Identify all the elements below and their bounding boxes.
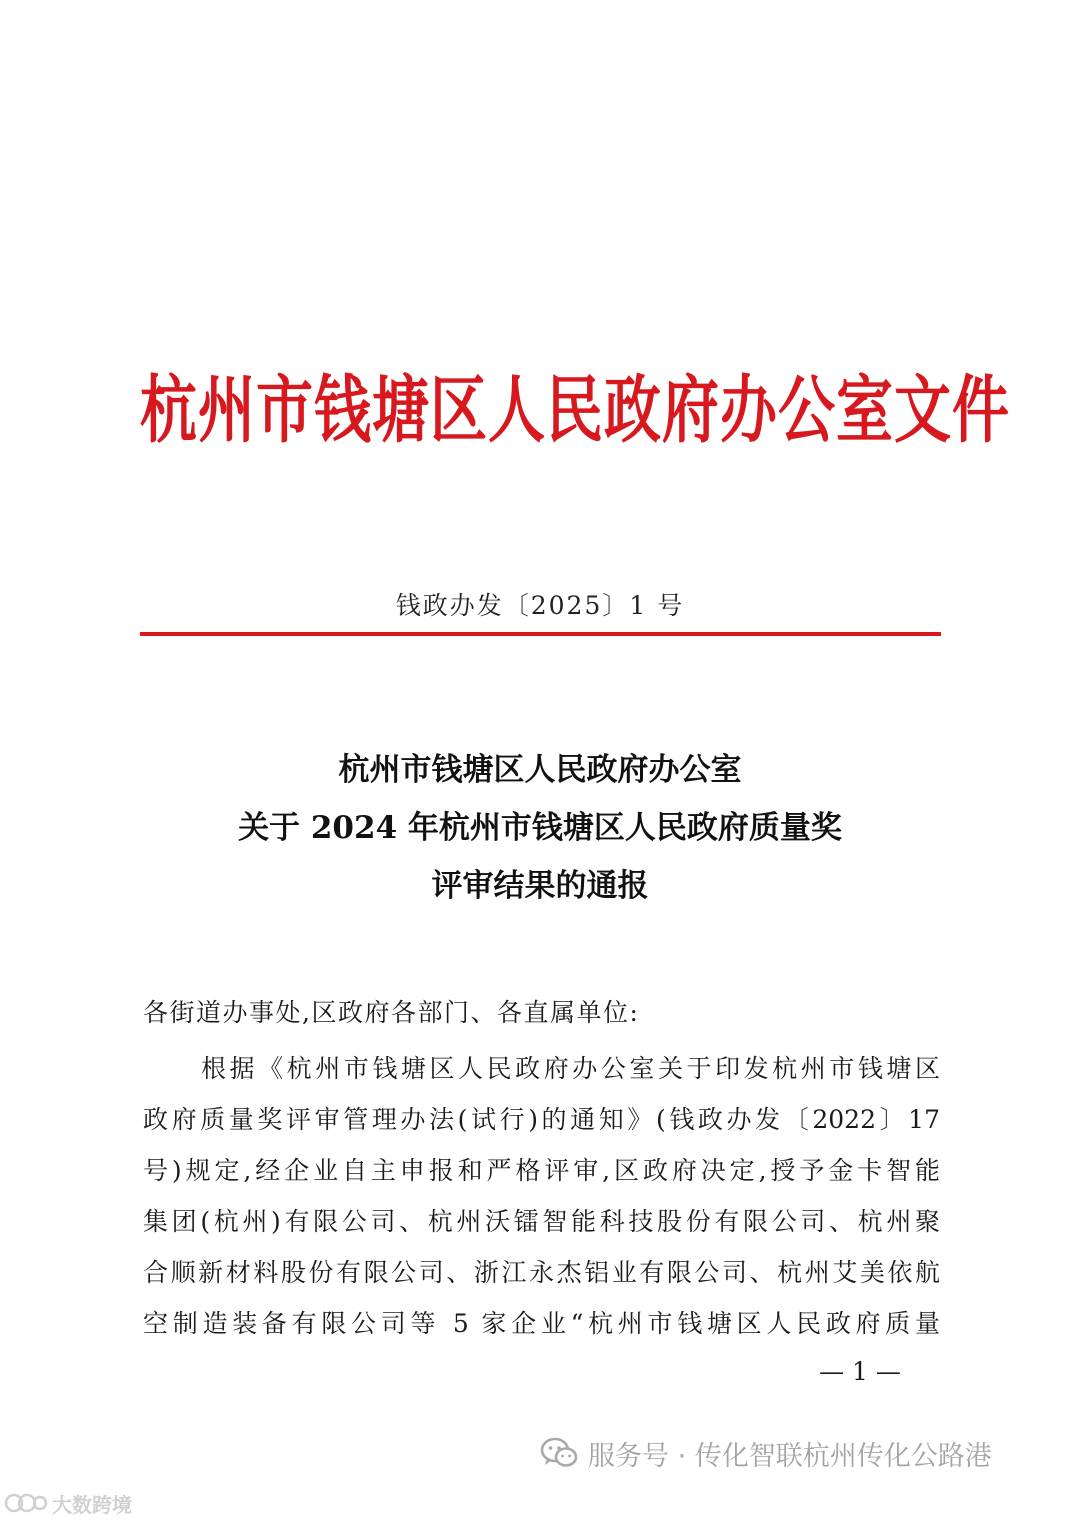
body-line-1: 根据《杭州市钱塘区人民政府办公室关于印发杭州市钱塘区 bbox=[201, 1054, 940, 1083]
footer-brand[interactable] bbox=[540, 1433, 992, 1473]
title-line-3: 评审结果的通报 bbox=[431, 868, 649, 904]
document-number: 钱政办发〔2025〕1 号 bbox=[395, 591, 685, 620]
title-line-2: 关于 2024 年杭州市钱塘区人民政府质量奖 bbox=[238, 810, 842, 846]
footer-brand-text: 服务号 · 传化智联杭州传化公路港 bbox=[588, 1440, 992, 1472]
wechat-icon bbox=[540, 1436, 578, 1470]
body-line-6: 空制造装备有限公司等 5 家企业“杭州市钱塘区人民政府质量 bbox=[143, 1309, 940, 1338]
body-line-5: 合顺新材料股份有限公司、浙江永杰铝业有限公司、杭州艾美依航 bbox=[143, 1258, 940, 1287]
body-paragraph bbox=[143, 1043, 940, 1349]
page-number: — 1 — bbox=[819, 1357, 901, 1386]
body-line-3: 号)规定,经企业自主申报和严格评审,区政府决定,授予金卡智能 bbox=[143, 1156, 940, 1185]
title-line-1: 杭州市钱塘区人民政府办公室 bbox=[338, 752, 742, 788]
document-title bbox=[140, 741, 940, 915]
watermark-text: 大数跨境 bbox=[52, 1492, 132, 1517]
watermark-logo-icon bbox=[4, 1491, 48, 1515]
issuer-header-title: 杭州市钱塘区人民政府办公室文件 bbox=[140, 367, 1010, 454]
body-line-2: 政府质量奖评审管理办法(试行)的通知》(钱政办发〔2022〕17 bbox=[143, 1105, 940, 1134]
red-divider-line bbox=[140, 632, 941, 636]
salutation: 各街道办事处,区政府各部门、各直属单位: bbox=[143, 998, 640, 1027]
body-line-4: 集团(杭州)有限公司、杭州沃镭智能科技股份有限公司、杭州聚 bbox=[143, 1207, 940, 1236]
watermark bbox=[4, 1488, 132, 1518]
